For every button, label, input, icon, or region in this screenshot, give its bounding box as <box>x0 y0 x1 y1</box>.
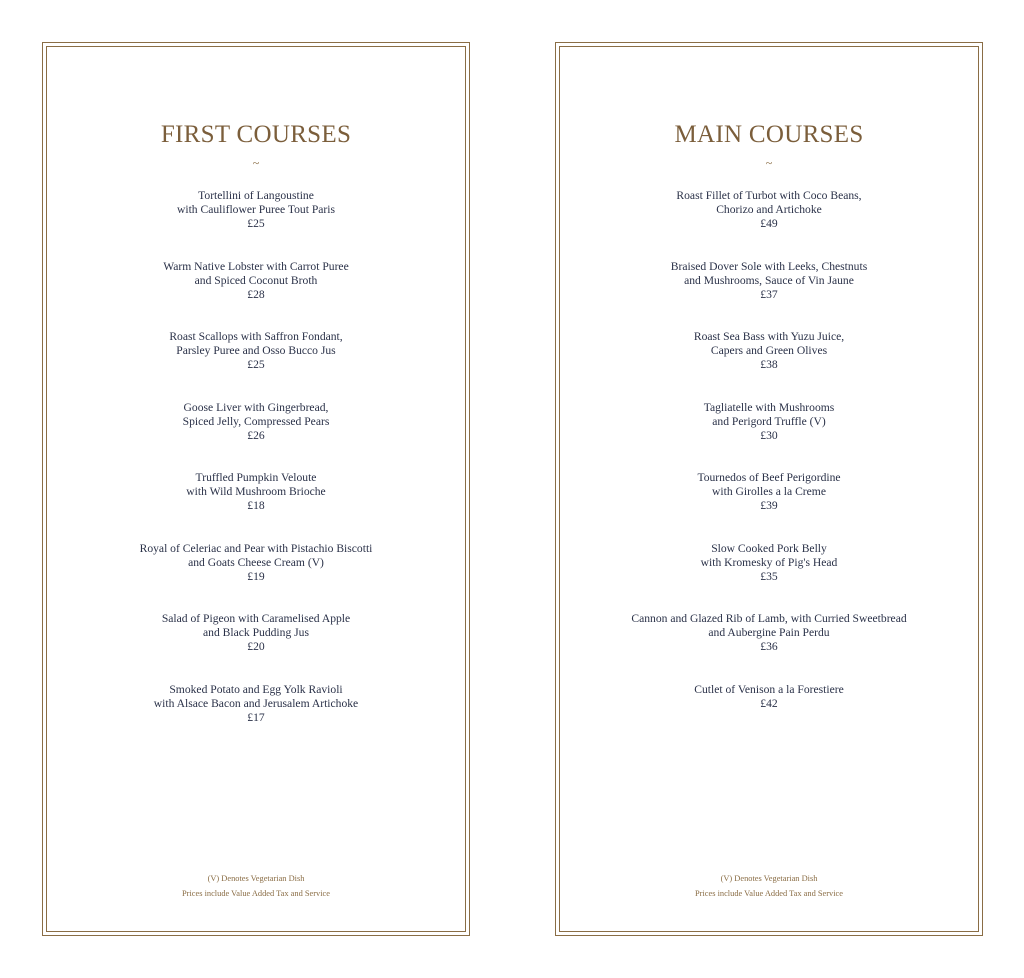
dish-description-line: and Mushrooms, Sauce of Vin Jaune <box>684 273 854 287</box>
dish-name-line: Salad of Pigeon with Caramelised Apple <box>161 612 351 625</box>
dish-name-line: Truffled Pumpkin Veloute <box>195 471 317 484</box>
dish-price: £25 <box>247 358 265 372</box>
dish-name-line: Tagliatelle with Mushrooms <box>703 400 835 414</box>
menu-item <box>556 330 982 401</box>
dish-price: £25 <box>247 217 265 231</box>
dish-name-line: Braised Dover Sole with Leeks, Chestnuts <box>670 259 868 273</box>
dish-price: £28 <box>247 287 265 301</box>
dish-price: £19 <box>247 569 265 583</box>
menu-item <box>556 401 982 472</box>
menu-item <box>556 471 982 542</box>
menu-page-first-courses <box>42 42 470 936</box>
menu-item <box>556 612 982 683</box>
dish-price: £35 <box>760 569 778 583</box>
dish-name-line: Goose Liver with Gingerbread, <box>183 400 329 414</box>
section-title: MAIN COURSES <box>674 121 864 148</box>
section-title: FIRST COURSES <box>160 121 352 148</box>
dish-price: £30 <box>760 428 778 442</box>
dish-name-line: Smoked Potato and Egg Yolk Ravioli <box>169 682 343 696</box>
dish-name-line: Slow Cooked Pork Belly <box>711 541 827 555</box>
dish-description-line: and Black Pudding Jus <box>203 626 309 640</box>
dish-name-line: Cannon and Glazed Rib of Lamb, with Curried Sweetbread <box>631 612 907 625</box>
menu-item <box>43 683 469 754</box>
dish-description-line: and Perigord Truffle (V) <box>712 414 826 428</box>
dish-description-line: with Girolles a la Creme <box>712 485 826 499</box>
menu-item <box>43 401 469 472</box>
dish-description-line: Chorizo and Artichoke <box>716 203 822 217</box>
menu-footer <box>43 871 469 901</box>
vegetarian-note: (V) Denotes Vegetarian Dish <box>207 874 305 883</box>
menu-item <box>43 260 469 331</box>
menu-item-list <box>43 189 469 753</box>
menu-page-main-courses <box>555 42 983 936</box>
dish-description-line: with Alsace Bacon and Jerusalem Artichoke <box>153 696 359 710</box>
dish-name-line: Royal of Celeriac and Pear with Pistachio Biscotti <box>139 541 373 555</box>
dish-description-line: with Wild Mushroom Brioche <box>186 485 326 499</box>
dish-description-line: and Aubergine Pain Perdu <box>708 626 830 640</box>
title-ornament: ~ <box>765 156 773 170</box>
menu-item-list <box>556 189 982 753</box>
dish-name-line: Cutlet of Venison a la Forestiere <box>694 682 844 696</box>
menu-item <box>556 189 982 260</box>
dish-description-line: with Kromesky of Pig's Head <box>700 555 838 569</box>
dish-price: £17 <box>247 710 265 724</box>
title-ornament: ~ <box>252 156 260 170</box>
dish-description-line: with Cauliflower Puree Tout Paris <box>176 203 336 217</box>
menu-item <box>43 612 469 683</box>
dish-price: £26 <box>247 428 265 442</box>
dish-price: £20 <box>247 640 265 654</box>
menu-item <box>556 683 982 754</box>
dish-price: £18 <box>247 499 265 513</box>
dish-price: £39 <box>760 499 778 513</box>
tax-note: Prices include Value Added Tax and Service <box>695 889 843 898</box>
dish-price: £42 <box>760 696 778 710</box>
menu-item <box>43 542 469 613</box>
dish-description-line: and Goats Cheese Cream (V) <box>188 555 324 569</box>
dish-name-line: Warm Native Lobster with Carrot Puree <box>163 259 349 273</box>
dish-description-line: Parsley Puree and Osso Bucco Jus <box>176 344 336 358</box>
dish-price: £38 <box>760 358 778 372</box>
vegetarian-note: (V) Denotes Vegetarian Dish <box>720 874 818 883</box>
dish-price: £36 <box>760 640 778 654</box>
menu-item <box>43 330 469 401</box>
dish-name-line: Roast Fillet of Turbot with Coco Beans, <box>676 189 862 202</box>
menu-item <box>43 471 469 542</box>
dish-description-line: Spiced Jelly, Compressed Pears <box>182 414 330 428</box>
dish-description-line: and Spiced Coconut Broth <box>194 273 318 287</box>
dish-name-line: Roast Scallops with Saffron Fondant, <box>169 330 343 343</box>
dish-description-line: Capers and Green Olives <box>710 344 828 358</box>
menu-item <box>43 189 469 260</box>
dish-name-line: Roast Sea Bass with Yuzu Juice, <box>693 330 845 343</box>
dish-price: £37 <box>760 287 778 301</box>
dish-name-line: Tortellini of Langoustine <box>198 189 314 202</box>
dish-price: £49 <box>760 217 778 231</box>
menu-item <box>556 542 982 613</box>
menu-item <box>556 260 982 331</box>
menu-footer <box>556 871 982 901</box>
tax-note: Prices include Value Added Tax and Service <box>182 889 330 898</box>
dish-name-line: Tournedos of Beef Perigordine <box>697 471 841 484</box>
